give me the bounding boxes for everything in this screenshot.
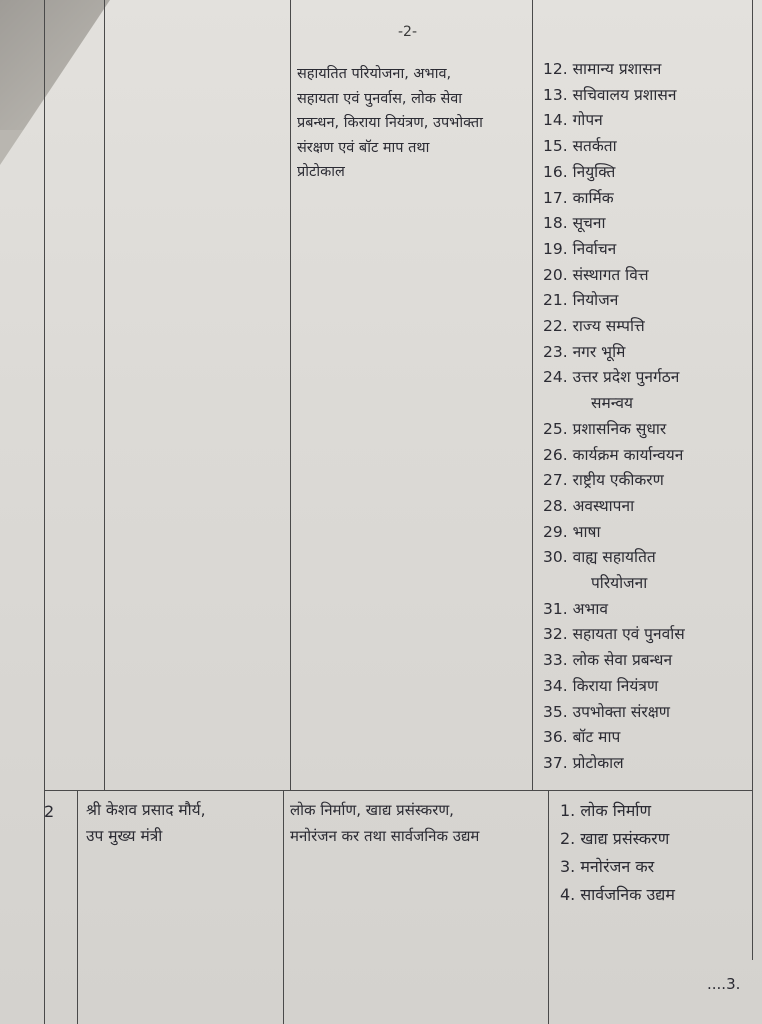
department-item: 23. नगर भूमि: [543, 342, 626, 361]
department-item: 18. सूचना: [543, 214, 606, 233]
department-item: 22. राज्य सम्पत्ति: [543, 317, 645, 336]
department-item: 4. सार्वजनिक उद्यम: [560, 885, 675, 904]
column-divider-serial-lower: [77, 790, 78, 1024]
row2-department-list: [560, 797, 675, 909]
portfolio-line: लोक निर्माण, खाद्य प्रसंस्करण,: [290, 801, 454, 819]
department-item: 21. नियोजन: [543, 291, 619, 310]
department-item: 32. सहायता एवं पुनर्वास: [543, 625, 685, 644]
portfolio-line: मनोरंजन कर तथा सार्वजनिक उद्यम: [290, 827, 480, 845]
table-border-right: [752, 0, 753, 960]
department-item-continuation: परियोजना: [591, 574, 648, 593]
minister-name: श्री केशव प्रसाद मौर्य,: [86, 801, 206, 819]
department-item: 12. सामान्य प्रशासन: [543, 60, 662, 78]
department-item: 37. प्रोटोकाल: [543, 753, 624, 772]
row2-serial-number: 2: [44, 802, 55, 821]
department-item-continuation: समन्वय: [591, 394, 633, 413]
portfolio-line: सहायता एवं पुनर्वास, लोक सेवा: [297, 90, 463, 107]
page-number: -2-: [398, 24, 418, 40]
department-item: 15. सतर्कता: [543, 137, 617, 156]
department-item: 33. लोक सेवा प्रबन्धन: [543, 651, 673, 670]
column-divider-portfolio-lower: [548, 790, 549, 1024]
department-item: 19. निर्वाचन: [543, 239, 617, 258]
column-divider-minister: [290, 0, 291, 790]
department-item: 24. उत्तर प्रदेश पुनर्गठन: [543, 368, 680, 387]
department-item: 34. किराया नियंत्रण: [543, 676, 659, 695]
department-item: 17. कार्मिक: [543, 188, 614, 207]
row2-minister-cell: [86, 797, 206, 849]
department-item: 30. वाह्य सहायतित: [543, 548, 656, 567]
department-item: 25. प्रशासनिक सुधार: [543, 419, 667, 438]
row-divider: [44, 790, 752, 791]
column-divider-portfolio: [532, 0, 533, 790]
row2-portfolio-description: [290, 797, 479, 849]
department-item: 27. राष्ट्रीय एकीकरण: [543, 471, 664, 490]
department-item: 2. खाद्य प्रसंस्करण: [560, 829, 670, 848]
department-item: 29. भाषा: [543, 522, 601, 541]
department-item: 13. सचिवालय प्रशासन: [543, 85, 677, 104]
portfolio-line: प्रबन्धन, किराया नियंत्रण, उपभोक्ता: [297, 115, 483, 131]
department-item: 20. संस्थागत वित्त: [543, 265, 649, 284]
department-item: 16. नियुक्ति: [543, 162, 616, 181]
portfolio-line: सहायतित परियोजना, अभाव,: [297, 66, 452, 82]
table-border-left: [44, 0, 45, 1024]
minister-title: उप मुख्य मंत्री: [86, 827, 163, 845]
column-divider-minister-lower: [283, 790, 284, 1024]
row1-department-list: [543, 57, 685, 777]
department-item: 14. गोपन: [543, 111, 603, 130]
continuation-marker: ....3.: [707, 975, 741, 993]
department-item: 36. बॉट माप: [543, 728, 621, 747]
portfolio-line: संरक्षण एवं बॉट माप तथा: [297, 139, 430, 156]
department-item: 26. कार्यक्रम कार्यान्वयन: [543, 445, 684, 464]
row1-portfolio-description: [297, 62, 483, 185]
department-item: 28. अवस्थापना: [543, 496, 635, 515]
department-item: 3. मनोरंजन कर: [560, 857, 655, 876]
department-item: 35. उपभोक्ता संरक्षण: [543, 702, 671, 721]
department-item: 31. अभाव: [543, 599, 608, 618]
column-divider-serial: [104, 0, 105, 790]
portfolio-line: प्रोटोकाल: [297, 164, 345, 180]
department-item: 1. लोक निर्माण: [560, 801, 652, 820]
